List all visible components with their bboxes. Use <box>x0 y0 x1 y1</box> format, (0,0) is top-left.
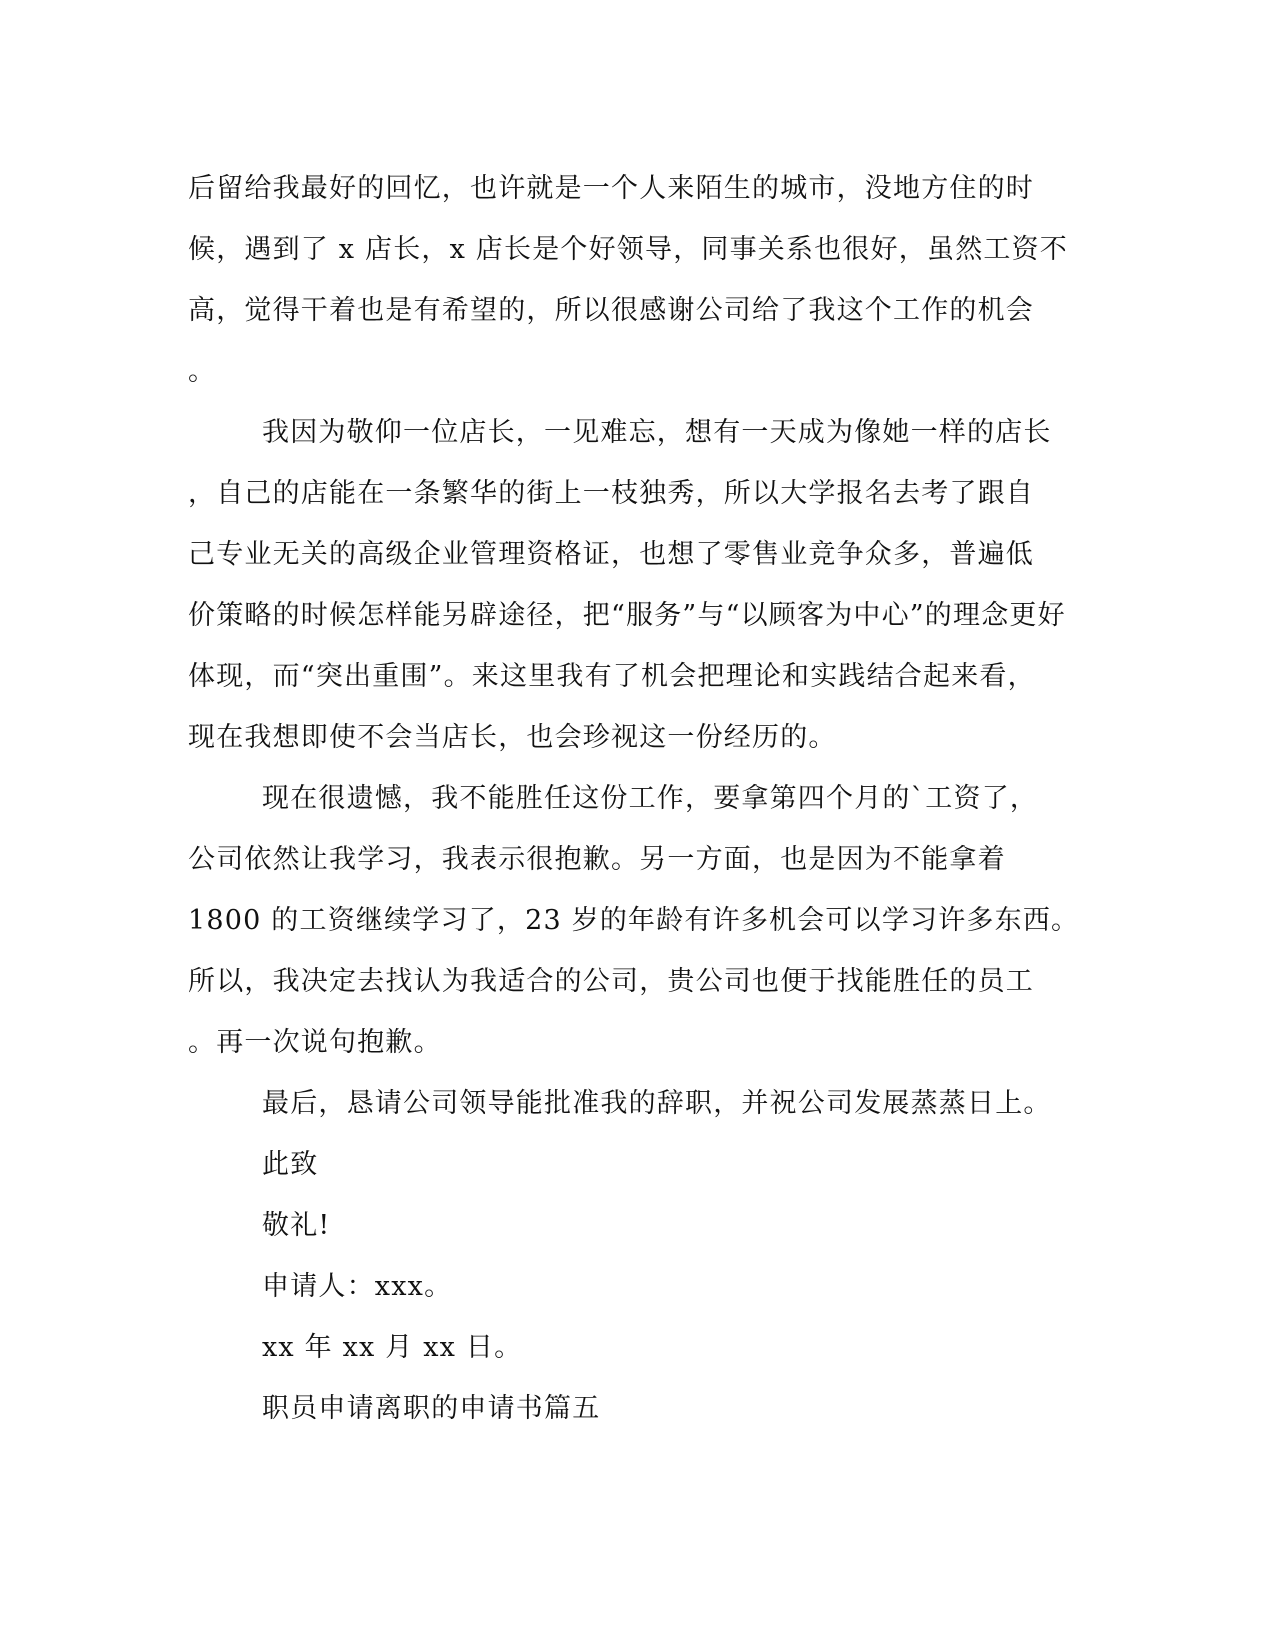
text-line: 现在很遗憾，我不能胜任这份工作，要拿第四个月的`工资了， <box>262 783 1039 814</box>
text-line: 后留给我最好的回忆，也许就是一个人来陌生的城市，没地方住的时 <box>188 173 1034 204</box>
text-line: 申请人：xxx。 <box>262 1271 453 1302</box>
text-line: ，自己的店能在一条繁华的街上一枝独秀，所以大学报名去考了跟自 <box>188 478 1034 509</box>
salutation-ci-zhi <box>188 1134 1078 1195</box>
text-line: 现在我想即使不会当店长，也会珍视这一份经历的。 <box>188 722 837 753</box>
document-body <box>188 158 1078 1439</box>
section-heading <box>188 1378 1078 1439</box>
text-line: 价策略的时候怎样能另辟途径，把“服务”与“以顾客为中心”的理念更好 <box>188 600 1066 631</box>
paragraph-admiration <box>188 402 1078 768</box>
text-line: 。 <box>188 356 217 387</box>
text-line: 此致 <box>262 1149 319 1180</box>
text-line: 高，觉得干着也是有希望的，所以很感谢公司给了我这个工作的机会 <box>188 295 1034 326</box>
text-line: 体现，而“突出重围”。来这里我有了机会把理论和实践结合起来看， <box>188 661 1036 692</box>
text-line: 我因为敬仰一位店长，一见难忘，想有一天成为像她一样的店长 <box>262 417 1052 448</box>
text-line: 1800 的工资继续学习了，23 岁的年龄有许多机会可以学习许多东西。 <box>188 905 1080 936</box>
text-line: xx 年 xx 月 xx 日。 <box>262 1332 523 1363</box>
paragraph-memories <box>188 158 1078 402</box>
paragraph-closing <box>188 1073 1078 1134</box>
date-line <box>188 1317 1078 1378</box>
text-line: 职员申请离职的申请书篇五 <box>262 1393 601 1424</box>
text-line: 己专业无关的高级企业管理资格证，也想了零售业竞争众多，普遍低 <box>188 539 1034 570</box>
text-line: 所以，我决定去找认为我适合的公司，贵公司也便于找能胜任的员工 <box>188 966 1034 997</box>
applicant-line <box>188 1256 1078 1317</box>
text-line: 候，遇到了 x 店长，x 店长是个好领导，同事关系也很好，虽然工资不 <box>188 234 1069 265</box>
paragraph-regret <box>188 768 1078 1073</box>
salutation-jing-li <box>188 1195 1078 1256</box>
text-line: 。再一次说句抱歉。 <box>188 1027 442 1058</box>
text-line: 最后，恳请公司领导能批准我的辞职，并祝公司发展蒸蒸日上。 <box>262 1088 1052 1119</box>
text-line: 敬礼! <box>262 1210 331 1241</box>
text-line: 公司依然让我学习，我表示很抱歉。另一方面，也是因为不能拿着 <box>188 844 1006 875</box>
